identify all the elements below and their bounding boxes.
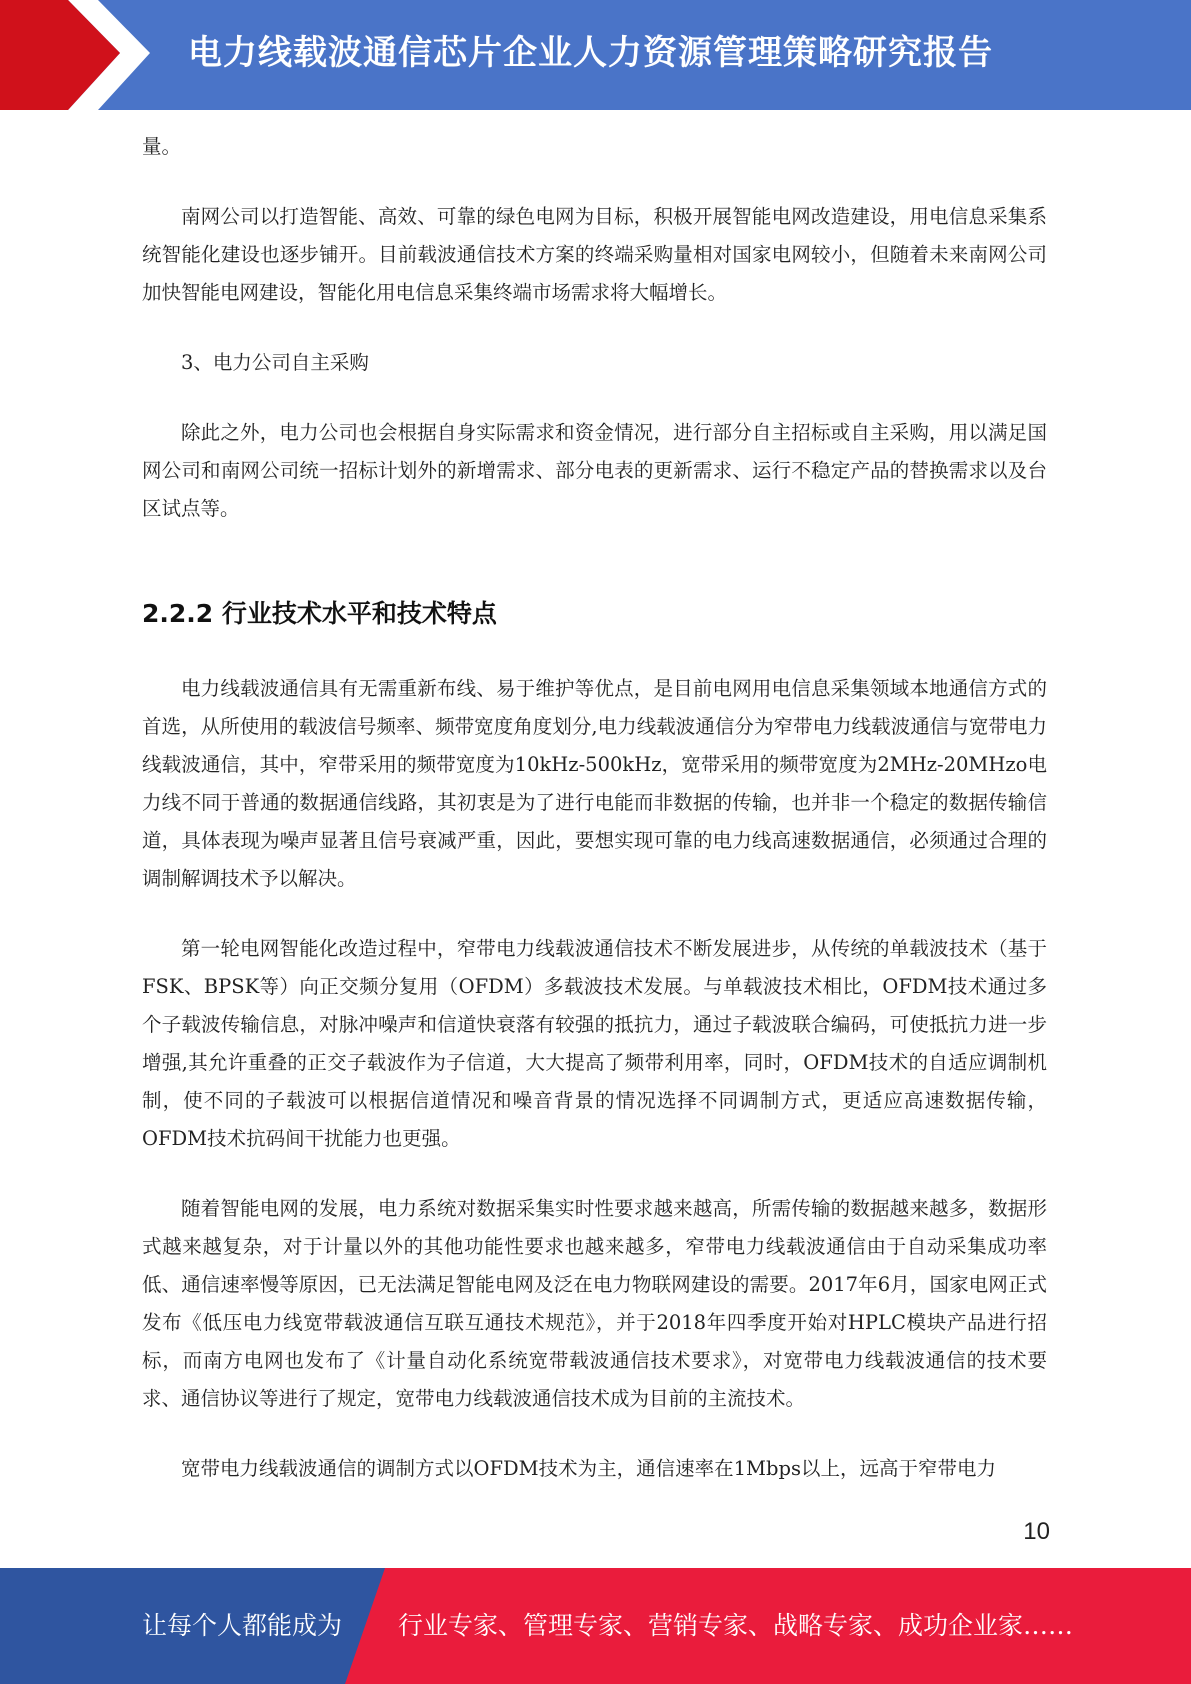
paragraph-southern-grid: 南网公司以打造智能、高效、可靠的绿色电网为目标，积极开展智能电网改造建设，用电信息采集系统智能化建设也逐步铺开。目前载波通信技术方案的终端采购量相对国家电网较小，但随着未来南网公司加快智能电网建设，智能化用电信息采集终端市场需求将大幅增长。 (142, 205, 1047, 304)
footer-slogan-right: 行业专家、管理专家、营销专家、战略专家、成功企业家…… (398, 1611, 1074, 1640)
paragraph-plc-overview: 电力线载波通信具有无需重新布线、易于维护等优点，是目前电网用电信息采集领域本地通信方式的首选，从所使用的载波信号频率、频带宽度角度划分,电力线载波通信分为窄带电力线载波通信与宽带电力线载波通信，其中，窄带采用的频带宽度为10kHz-500kHz，宽带采用的频带宽度为2MHz-20MHzo电力线不同于普通的数据通信线路，其初衷是为了进行电能而非数据的传输，也并非一个稳定的数据传输信道，具体表现为噪声显著且信号衰减严重，因此，要想实现可靠的电力线高速数据通信，必须通过合理的调制解调技术予以解决。 (142, 677, 1047, 890)
paragraph-continued: 量。 (142, 135, 182, 158)
paragraph-self-procurement: 除此之外，电力公司也会根据自身实际需求和资金情况，进行部分自主招标或自主采购，用以满足国网公司和南网公司统一招标计划外的新增需求、部分电表的更新需求、运行不稳定产品的替换需求以及台区试点等。 (142, 421, 1047, 520)
section-heading: 2.2.2 行业技术水平和技术特点 (142, 599, 497, 628)
page-footer (0, 1568, 1191, 1684)
page-body (142, 128, 1047, 1520)
page-header (0, 0, 1191, 110)
document-title: 电力线载波通信芯片企业人力资源管理策略研究报告 (188, 33, 993, 73)
page-number: 10 (1023, 1518, 1050, 1545)
list-item-heading: 3、电力公司自主采购 (181, 351, 369, 374)
paragraph-broadband-modulation: 宽带电力线载波通信的调制方式以OFDM技术为主，通信速率在1Mbps以上，远高于窄带电力 (181, 1457, 996, 1480)
footer-slogan-left: 让每个人都能成为 (142, 1611, 343, 1640)
paragraph-hplc: 随着智能电网的发展，电力系统对数据采集实时性要求越来越高，所需传输的数据越来越多，数据形式越来越复杂，对于计量以外的其他功能性要求也越来越多，窄带电力线载波通信由于自动采集成功率低、通信速率慢等原因，已无法满足智能电网及泛在电力物联网建设的需要。2017年6月，国家电网正式发布《低压电力线宽带载波通信互联互通技术规范》，并于2018年四季度开始对HPLC模块产品进行招标，而南方电网也发布了《计量自动化系统宽带载波通信技术要求》，对宽带电力线载波通信的技术要求、通信协议等进行了规定，宽带电力线载波通信技术成为目前的主流技术。 (142, 1197, 1047, 1410)
paragraph-ofdm: 第一轮电网智能化改造过程中，窄带电力线载波通信技术不断发展进步，从传统的单载波技术（基于FSK、BPSK等）向正交频分复用（OFDM）多载波技术发展。与单载波技术相比，OFDM技术通过多个子载波传输信息，对脉冲噪声和信道快衰落有较强的抵抗力，通过子载波联合编码，可使抵抗力进一步增强,其允许重叠的正交子载波作为子信道，大大提高了频带利用率，同时，OFDM技术的自适应调制机制，使不同的子载波可以根据信道情况和噪音背景的情况选择不同调制方式，更适应高速数据传输，OFDM技术抗码间干扰能力也更强。 (142, 937, 1047, 1150)
